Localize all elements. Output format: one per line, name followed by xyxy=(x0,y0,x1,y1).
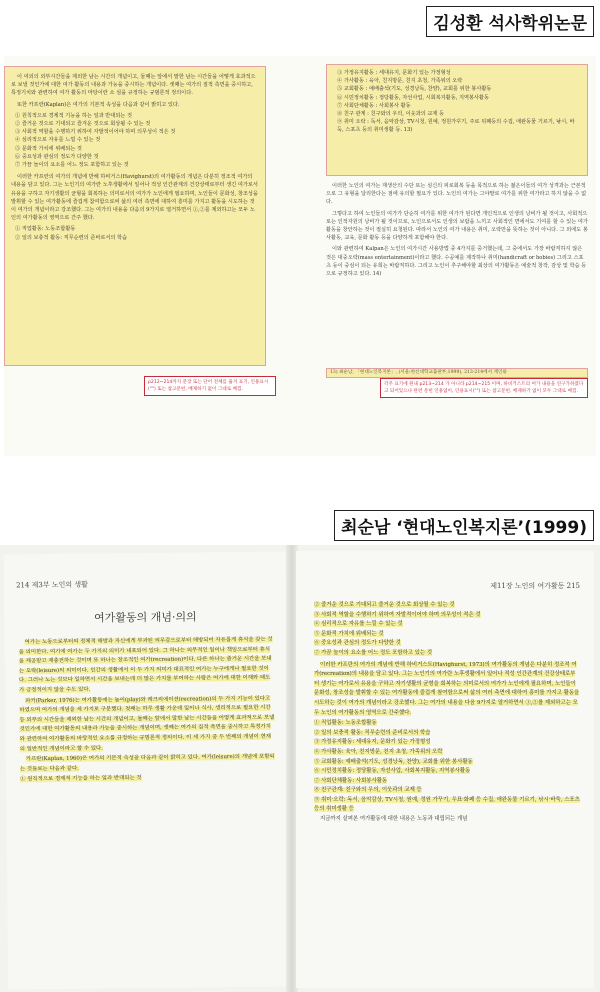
list-item: ⑨ 취미 오락 : 독서, 음악감상, TV시청, 원예, 정원가꾸기, 주로 뒤째등의 수집, 애완동물 기르기, 낚시, 바둑, 스포츠 등의 취미생활 등. 13) xyxy=(337,119,575,134)
list-item: ⑤ 교회활동 : 예배출석(기도, 성경낭독, 찬양), 교회를 위한 봉사활동 xyxy=(337,86,492,93)
book-right-last-line: 지금까지 살펴본 여가활동에 대한 내용은 노동과 대립되는 개념 xyxy=(320,816,468,823)
thesis-left-para2: 또한 카프란(Kaplan)은 여가의 기본적 속성을 다음과 같이 밝히고 있다. xyxy=(17,101,180,108)
list-item: ② 즐거운 것으로 기대되고 즐겨운 것으로 회상될 수 있는 것 xyxy=(15,121,151,128)
list-item: ⑥ 시민정치활동 : 정당활동, 자선사업, 시회복지활동, 지역봉사활동 xyxy=(337,94,490,101)
book-scan xyxy=(0,545,600,992)
list-item: ⑦ 사회단체활동: 사회봉사활동 xyxy=(314,777,388,784)
book-left-page xyxy=(4,552,291,990)
list-item: ⑤ 교회활동: 예배출석(기도, 성경낭독, 찬양), 교회를 위한 봉사활동 xyxy=(314,758,473,765)
list-item: ① 원칙적으로 경제적 기능을 하는 일과 반대되는 것 xyxy=(20,775,142,783)
list-item: ⑦ 사회단체활동 : 사회봉사 활동 xyxy=(337,102,411,109)
book-title-label: 최순남 ‘현대노인복지론’(1999) xyxy=(334,510,594,541)
book-left-header: 214 제3부 노인의 생활 xyxy=(16,580,88,590)
thesis-right-para2: 그렇다고 하여 노인들의 여가가 단순히 여가를 위한 여가가 된다면 개인적으로 인생의 낭비가 될 것이고, 사회적으로는 인적자원의 낭비가 될 것이므로, 노인으로서도 인생의 보람을 느끼고 사회적인 면에서도 기여를 할 수 있는 여가활동을 창안하는 것이 절실히 요청된다. 따라서 노인의 여가 내용은 취미, 오락만을 뜻하는 것이 아니다. 그 외에도 봉사활동, 교육, 문화 활동 등을 다양하게 포함해야 한다. xyxy=(326,210,588,242)
list-item: ⑥ 중요성과 관심의 정도가 다양한 것 xyxy=(15,153,99,160)
list-item: ⑧ 친구 관계 : 친구와의 우의, 이웃과의 교제 등 xyxy=(337,111,444,118)
thesis-right-note: 각주 표기에 원내 p213~214 가 아니라 p214~215 이며, 하비거스트의 여가 내용을 연구가하였다고 되어있으나 관련 문헌 인용없이, 인용표시("") 또는 참고문헌, 배제하기 없이 모두 그대로 베낌. xyxy=(380,378,588,398)
thesis-left-note: p212~214까지 문장 또는 단어 전체를 옮겨 표기, 인용표시("") 또는 참고문헌, 배제하기 없이 그대로 베낌. xyxy=(144,376,276,396)
list-item: ⑦ 가끔 놀이의 요소를 어느 정도 포함하고 있는 것 xyxy=(314,649,433,656)
list-item: ④ 심리적으로 자유를 느낄 수 있는 것 xyxy=(314,621,403,628)
thesis-left-list xyxy=(11,112,259,169)
book-right-page xyxy=(296,551,594,988)
thesis-right-footnote: 13) 최순남, 「현대노인복지론」, (서울:한신대학교출판부,1999), 213-214에서 재인용 xyxy=(326,368,588,378)
thesis-left-para3: 이러한 카프란의 여가의 개념에 반해 하비거스(Havighurst)의 여가활동의 개념은 다분히 정조적 여가의 내용을 담고 있다. 그는 노인기의 여가란 노후생활에서 일어나 적성 인간관계의 건강상태로부터 생긴 여가로서 유용을 구하고 자기생활의 균형을 회복하는 의미로서의 여가가 노인에게 필요하며, 노인들이 문화성, 창조성을 발휘할 수 있는 여가활동에 즐겁게 참여함으로써 삶의 여러 측면에 대하여 흥미를 가지고 활동을 시도하는 것이 여가의 개념이라고 강조했다. 그는 여가의 내용을 다음의 9가지로 열거하면서 ①,②를 제외하고는 모두 노인의 여가활동의 영역으로 간주 했다. xyxy=(11,174,258,222)
list-item: ② 일의 보충적 활동: 직무순련의 준비로서의 학습 xyxy=(314,729,431,736)
thesis-scan xyxy=(4,56,596,456)
thesis-left-page xyxy=(4,66,266,366)
list-item: ⑥ 시민정치활동: 정당활동, 자선사업, 사회복지활동, 지역봉사활동 xyxy=(314,768,471,775)
book-left-para: 파커(Parker, 1976)는 여가활동에는 놀이(play)와 레크리에이션(recreation)의 두 가지 기능이 있다고 하였으며 여가의 개념을 세 가지로 구분했다. 첫째는 하루 생활 가운데 일이나 식사, 생리적으로 필요한 시간 등 외부의 시간들을 제외한 남는 시간의 개념이고, 둘째는 앞에서 말한 남는 시간들을 어떻게 효과적으로 보낼 것인가에 대한 여가활동의 내용과 가능을 중시하는 개념이며, 셋째는 여가의 질적 측면을 중시하고 특정가치와 관련하여 여가활동의 바탕적인 요소를 규정하는 규범론적 정의이다. 이 세 가지 중 두 번째의 개념이 현재의 일반적인 개념이라고 할 수 있다. xyxy=(19,695,275,752)
list-item: ② 일의 보충적 활동: 직무순련의 준비로서의 학습 xyxy=(15,234,128,241)
book-left-para: 카프란(Kaplan, 1960)은 여가의 기본적 속성을 다음과 같이 밝히고 있다. 여가(leisure)의 개념에 포함되는 것들로는 다음과 같다. xyxy=(19,753,275,773)
list-item: ① 직업활동: 노동조합활동 xyxy=(15,226,76,233)
book-left-title: 여가활동의 개념·의의 xyxy=(94,610,197,625)
list-item: ③ 사회적 역할을 수행하기 위하여 자발적이어야 하며 의무성이 적은 것 xyxy=(15,129,176,136)
book-right-body xyxy=(314,601,580,826)
thesis-left-para1: 이 여외의 외부시간들을 제외한 남는 시간의 개념이고, 둘째는 앞에서 말한 남는 시간들을 어떻게 효과적으로 보낼 것인가에 대한 여가 활동의 내용과 가능을 중시하는 개념이다. 셋째는 여가의 질적 측면을 중시하고, 특정기치와 관련하여 여가 활동의 마탕이란 소 심을 규정하는 규범론적 정의이다. xyxy=(11,74,256,97)
list-item: ⑤ 문화적 가치에 위배되는 것 xyxy=(314,630,384,637)
book-left-body xyxy=(19,636,277,786)
book-right-header: 제11장 노인의 여가활동 215 xyxy=(490,582,580,590)
book-right-para: 이러한 카프란의 여가의 개념에 반해 하비거스트(Havighurst, 1973)의 여가활동의 개념은 다분히 정조적 여가(recreation)의 내용을 담고 있다. 그는 노인기의 여가란 노후생활에서 일어나 적성 인간관계의 건강상태로부터 생기는 여가로서 유용을 구하고 자기생활의 균형을 회복하는 의미로서의 여가가 노인에게 필요하며, 노인들이 문화성, 창조성을 발휘할 수 있는 여가활동에 즐겁게 참여함으로써 삶의 여러 측면에 대하여 흥미를 가지고 활동을 시도하는 것이 여가의 개념이라고 강조했다. 그는 여가의 내용을 다음 9가지로 열거하면서 ①,②를 제외하고는 모두 노인의 여가활동의 영역으로 간주했다. xyxy=(314,661,580,716)
list-item: ④ 가사활동 : 육아, 친지방문, 친지 초청, 가족위의 오락 xyxy=(337,78,463,85)
list-item: ④ 가사활동: 육아, 친지방문, 친지 초청, 가족위의 오락 xyxy=(314,748,443,755)
list-item: ① 직업활동: 노동조합활동 xyxy=(314,720,377,727)
list-item: ③ 가정유지활동: 세대유지, 문화기 있는 가정형성 xyxy=(314,739,431,746)
thesis-right-para1: 이러한 노인의 여가는 재생산의 수단 또는 심신의 피로회복 등을 목적으로 하는 젊은이들의 여가 성격과는 근본적으로 그 유형을 달리한다는 점에 유의할 필요가 있다. 노인의 여가는 그야말로 여가를 위한 여가라고 하지 않을 수 없다. xyxy=(326,183,587,206)
thesis-right-list-box xyxy=(326,64,588,176)
thesis-right-body xyxy=(326,182,588,281)
book-left-para: 여가는 노동으로부터의 정체적 해방과 자신에게 부과된 의무감으로부터 해방되어 자유롭게 휴식을 갖는 것을 의미한다. 여기에 여가는 두 가지의 의미가 내포되어 있다. 그 하나는 의무적인 일이나 책임으로부터 휴식을 제공받고 재충전하는 것이며 또 하나는 창조적인 여가(recreation)이다. 다른 하나는 즐거운 시간을 보내는 오락(leisure)의 의미이다. 인간의 생활에서 이 두 가지 의미가 대표적인 여가는 누구에게나 필요한 것이다. 그러나 노는 것보다 일하면서 시간을 보내는데 더 많은 가치를 부여하는 사람은 여가에 대한 이해와 태도가 긍정적이지 않을 수도 있다. xyxy=(18,636,273,694)
list-item: ⑦ 가끔 놀이의 요소를 어느 정도 포함하고 있는 것 xyxy=(15,162,129,169)
list-item: ⑧ 친구관계: 친구와의 우의, 이웃과의 교제 등 xyxy=(314,787,422,794)
list-item: ⑤ 문화적 가치에 위배되는 것 xyxy=(15,145,82,152)
list-item: ③ 가정유지활동 : 세대유지, 문화기 있는 가정형성 xyxy=(337,70,451,76)
thesis-right-para3: 이와 관련하여 Kalpan은 노인의 여가시간 사용방법 중 4가지를 중거했는데, 그 중에서도 가장 바람직하지 않은 것은 대중오락(mass entertainment)이라고 했다. 수공예를 제작하나 취미(handicraft or hobies) 그리고 스포츠 등이 중심이 되는 유희는 바람직하다. 그리고 노인이 추구해야할 최상의 여가활동은 예술적 창작, 감상 및 학습 등으로 규정하고 있다. 14) xyxy=(326,246,587,278)
list-item: ① 원칙적으로 경제적 기능을 하는 일과 반대되는 것 xyxy=(15,112,132,119)
list-item: ⑨ 취미·오락: 독서, 음악감상, TV시청, 원예, 정원 가꾸기, 우표·화폐 등 수집, 애완동물 기르기, 낚시·바둑, 스포츠 등의 취미생활 등 xyxy=(314,796,580,813)
list-item: ③ 사회적 역할을 수행하기 위하여 자발적이어야 하며 의무성이 적은 것 xyxy=(314,611,481,618)
list-item: ② 즐거운 것으로 기대되고 즐거운 것으로 회상될 수 있는 것 xyxy=(314,602,455,608)
thesis-title-label: 김성환 석사학위논문 xyxy=(426,6,594,37)
list-item: ④ 심리적으로 자유를 느낄 수 있는 것 xyxy=(15,137,101,144)
list-item: ⑥ 중요성과 관심의 정도가 다양한 것 xyxy=(314,640,401,647)
